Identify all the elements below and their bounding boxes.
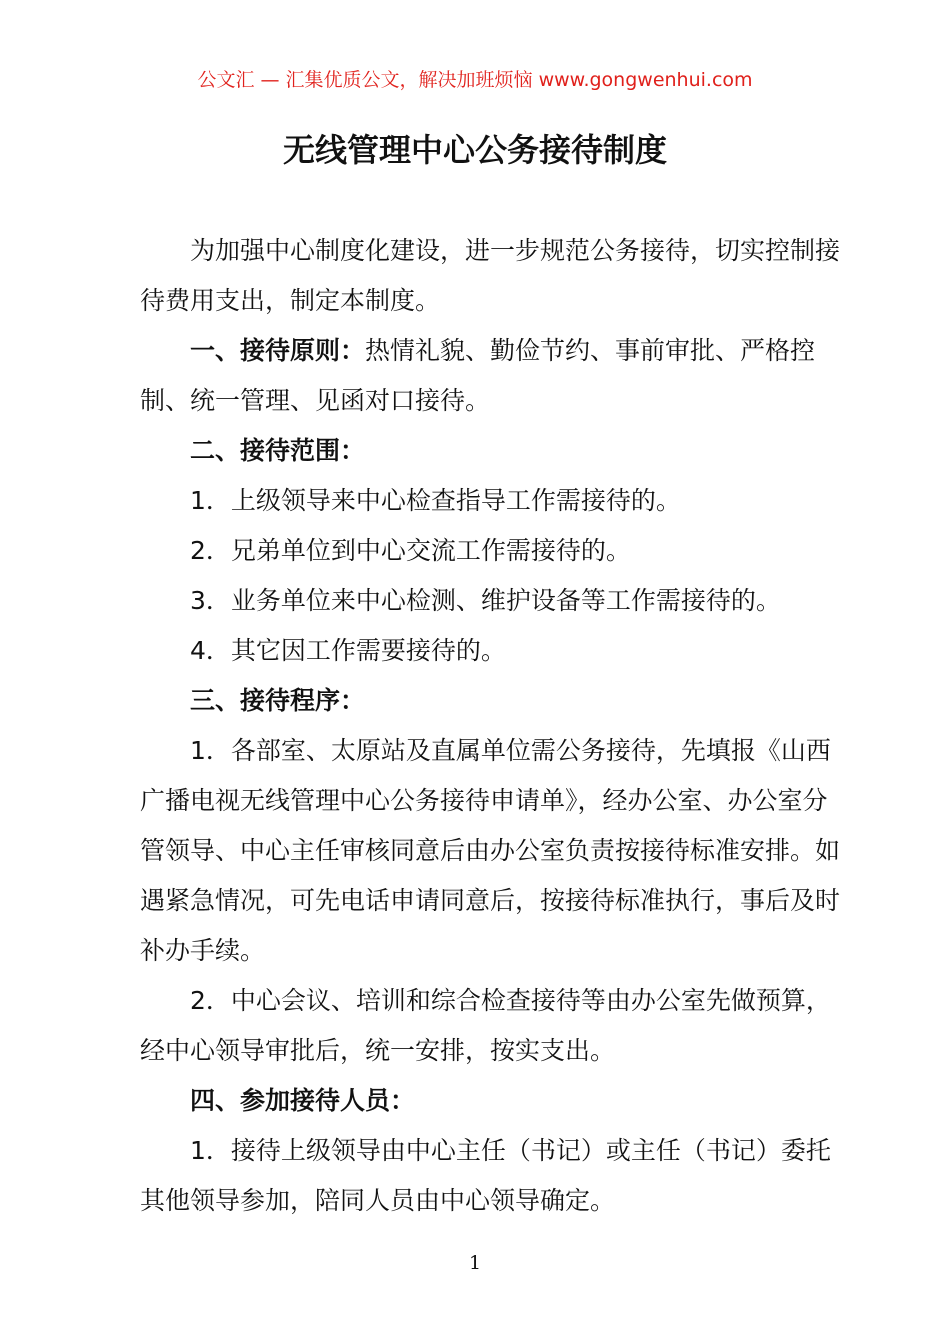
header-banner: 公文汇 — 汇集优质公文，解决加班烦恼 www.gongwenhui.com <box>197 69 753 91</box>
scope-item-3: 3．业务单位来中心检测、维护设备等工作需接待的。 <box>190 586 781 615</box>
intro-paragraph: 为加强中心制度化建设，进一步规范公务接待，切实控制接待费用支出，制定本制度。 <box>140 236 841 315</box>
scope-item-1: 1．上级领导来中心检查指导工作需接待的。 <box>190 486 681 515</box>
procedure-item-2: 2．中心会议、培训和综合检查接待等由办公室先做预算，经中心领导审批后，统一安排，按实支出。 <box>140 986 831 1065</box>
scope-item-2: 2．兄弟单位到中心交流工作需接待的。 <box>190 536 631 565</box>
scope-item-4: 4．其它因工作需要接待的。 <box>190 636 506 665</box>
document-title: 无线管理中心公务接待制度 <box>282 131 667 169</box>
section-procedure-heading: 三、接待程序： <box>190 686 366 715</box>
document-body <box>140 226 840 1226</box>
personnel-item-1: 1．接待上级领导由中心主任（书记）或主任（书记）委托其他领导参加，陪同人员由中心领导确定。 <box>140 1136 831 1215</box>
section-principles <box>140 326 840 426</box>
section-principles-heading: 一、接待原则： <box>190 336 366 365</box>
section-principles-text: 热情礼貌、勤俭节约、事前审批、严格控制、统一管理、见函对口接待。 <box>140 336 816 415</box>
page-number: 1 <box>468 1252 482 1274</box>
section-scope-heading: 二、接待范围： <box>190 436 366 465</box>
procedure-item-1: 1．各部室、太原站及直属单位需公务接待，先填报《山西广播电视无线管理中心公务接待申请单》，经办公室、办公室分管领导、中心主任审核同意后由办公室负责按接待标准安排。如遇紧急情况，可先电话申请同意后，按接待标准执行，事后及时补办手续。 <box>140 736 841 965</box>
section-personnel-heading: 四、参加接待人员： <box>190 1086 416 1115</box>
